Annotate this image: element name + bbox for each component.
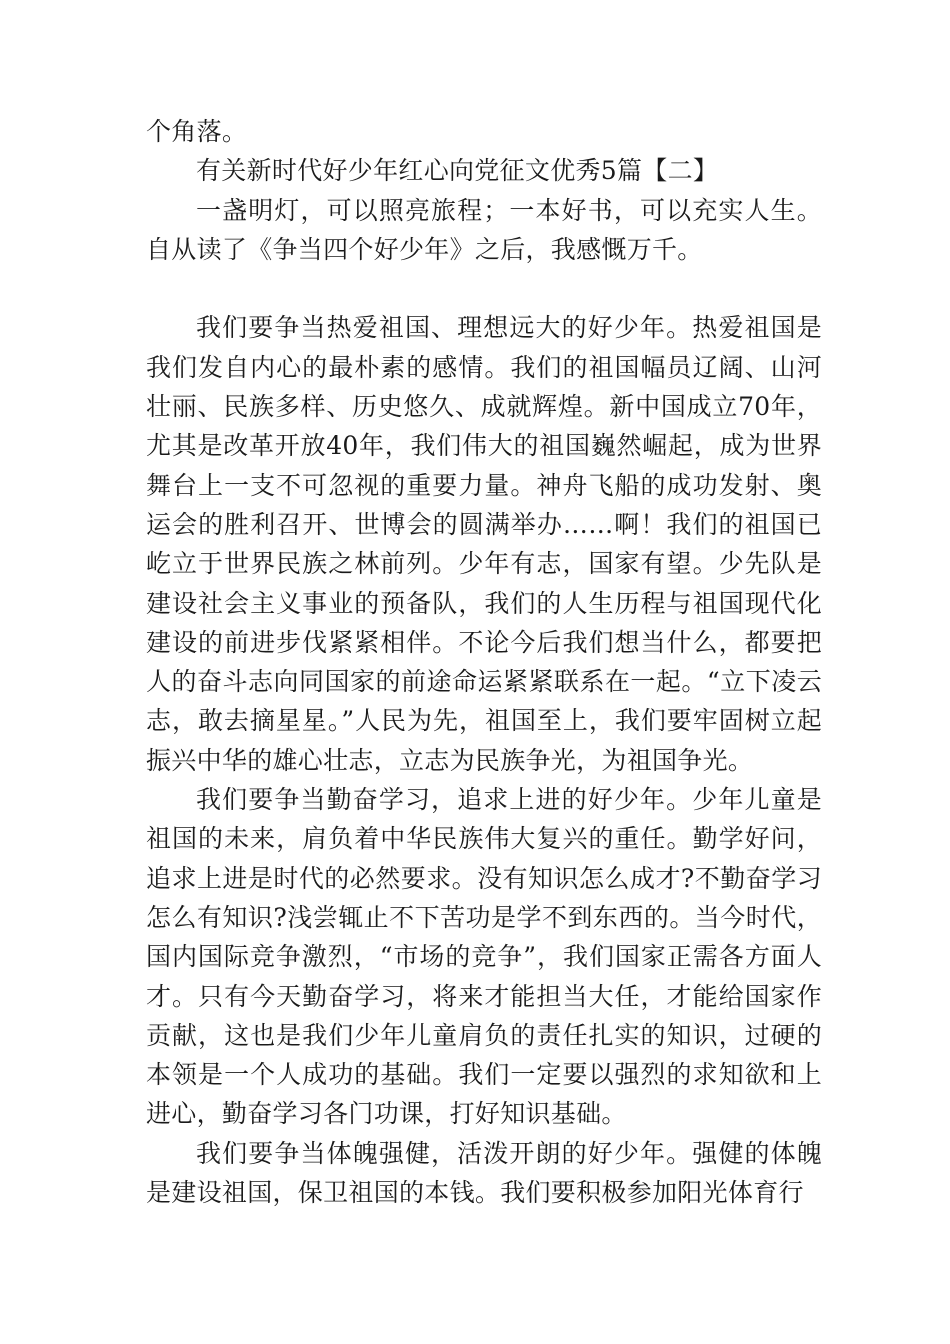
body-paragraph-fitness: 我们要争当体魄强健，活泼开朗的好少年。强健的体魄是建设祖国，保卫祖国的本钱。我们要积极参加阳光体育行 [146,1138,822,1208]
intro-paragraph: 一盏明灯，可以照亮旅程；一本好书，可以充实人生。自从读了《争当四个好少年》之后，我感慨万千。 [146,195,822,264]
fragment-line: 个角落。 [146,117,248,146]
paragraph-gap [146,269,822,308]
section-heading: 有关新时代好少年红心向党征文优秀5篇【二】 [196,156,719,186]
body-paragraph-study: 我们要争当勤奋学习，追求上进的好少年。少年儿童是祖国的未来，肩负着中华民族伟大复兴的重任。勤学好问，追求上进是时代的必然要求。没有知识怎么成才?不勤奋学习怎么有知识?浅尝辄止不下苦功是学不到东西的。当今时代，国内国际竞争激烈，“市场的竞争”，我们国家正需各方面人才。只有今天勤奋学习，将来才能担当大任，才能给国家作贡献，这也是我们少年儿童肩负的责任扎实的知识，过硬的本领是一个人成功的基础。我们一定要以强烈的求知欲和上进心，勤奋学习各门功课，打好知识基础。 [146,785,822,1129]
document-body [146,112,822,1212]
body-paragraph-patriotism: 我们要争当热爱祖国、理想远大的好少年。热爱祖国是我们发自内心的最朴素的感情。我们的祖国幅员辽阔、山河壮丽、民族多样、历史悠久、成就辉煌。新中国成立70年，尤其是改革开放40年，我们伟大的祖国巍然崛起，成为世界舞台上一支不可忽视的重要力量。神舟飞船的成功发射、奥运会的胜利召开、世博会的圆满举办……啊！我们的祖国已屹立于世界民族之林前列。少年有志，国家有望。少先队是建设社会主义事业的预备队，我们的人生历程与祖国现代化建设的前进步伐紧紧相伴。不论今后我们想当什么，都要把人的奋斗志向同国家的前途命运紧紧联系在一起。“立下凌云志，敢去摘星星。”人民为先，祖国至上，我们要牢固树立起振兴中华的雄心壮志，立志为民族争光，为祖国争光。 [146,313,822,775]
